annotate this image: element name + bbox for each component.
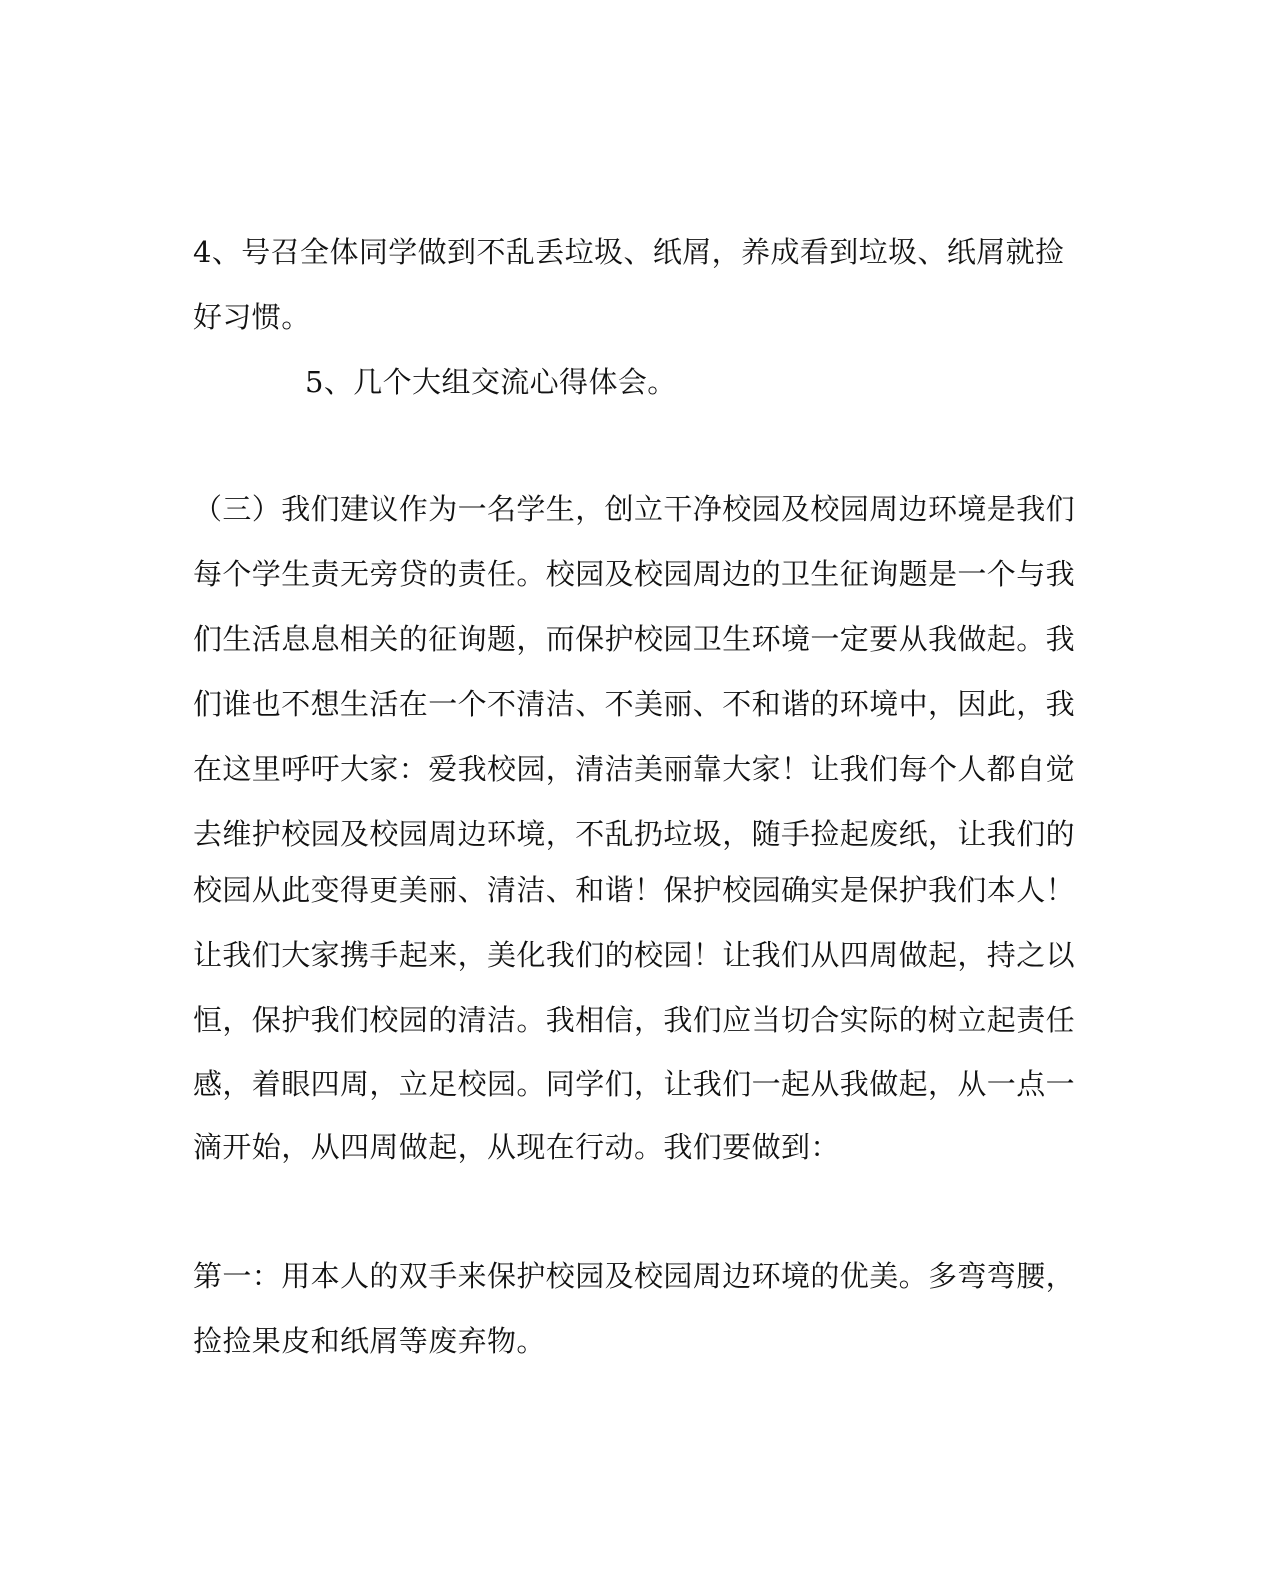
item5-line-1: 5、几个大组交流心得体会。 (305, 365, 677, 399)
section3-line-10: 感，着眼四周，立足校园。同学们，让我们一起从我做起，从一点一 (193, 1067, 1076, 1101)
item4-line-2: 好习惯。 (193, 300, 311, 334)
section3-line-6: 去维护校园及校园周边环境，不乱扔垃圾，随手捡起废纸，让我们的 (193, 817, 1076, 851)
section3-line-7: 校园从此变得更美丽、清洁、和谐！保护校园确实是保护我们本人！ (193, 873, 1076, 907)
section3-line-1: （三）我们建议作为一名学生，创立干净校园及校园周边环境是我们 (193, 492, 1076, 526)
item4-line-1: 4、号召全体同学做到不乱丢垃圾、纸屑，养成看到垃圾、纸屑就捡 (193, 235, 1065, 269)
section3-line-4: 们谁也不想生活在一个不清洁、不美丽、不和谐的环境中，因此，我 (193, 687, 1076, 721)
section3-line-5: 在这里呼吁大家：爱我校园，清洁美丽靠大家！让我们每个人都自觉 (193, 752, 1076, 786)
section3-line-9: 恒，保护我们校园的清洁。我相信，我们应当切合实际的树立起责任 (193, 1003, 1076, 1037)
section3-line-8: 让我们大家携手起来，美化我们的校园！让我们从四周做起，持之以 (193, 938, 1076, 972)
section3-line-11: 滴开始，从四周做起，从现在行动。我们要做到： (193, 1130, 840, 1164)
section3-line-3: 们生活息息相关的征询题，而保护校园卫生环境一定要从我做起。我 (193, 622, 1076, 656)
first-line-1: 第一：用本人的双手来保护校园及校园周边环境的优美。多弯弯腰， (193, 1259, 1076, 1293)
first-line-2: 捡捡果皮和纸屑等废弃物。 (193, 1324, 546, 1358)
section3-line-2: 每个学生责无旁贷的责任。校园及校园周边的卫生征询题是一个与我 (193, 557, 1076, 591)
